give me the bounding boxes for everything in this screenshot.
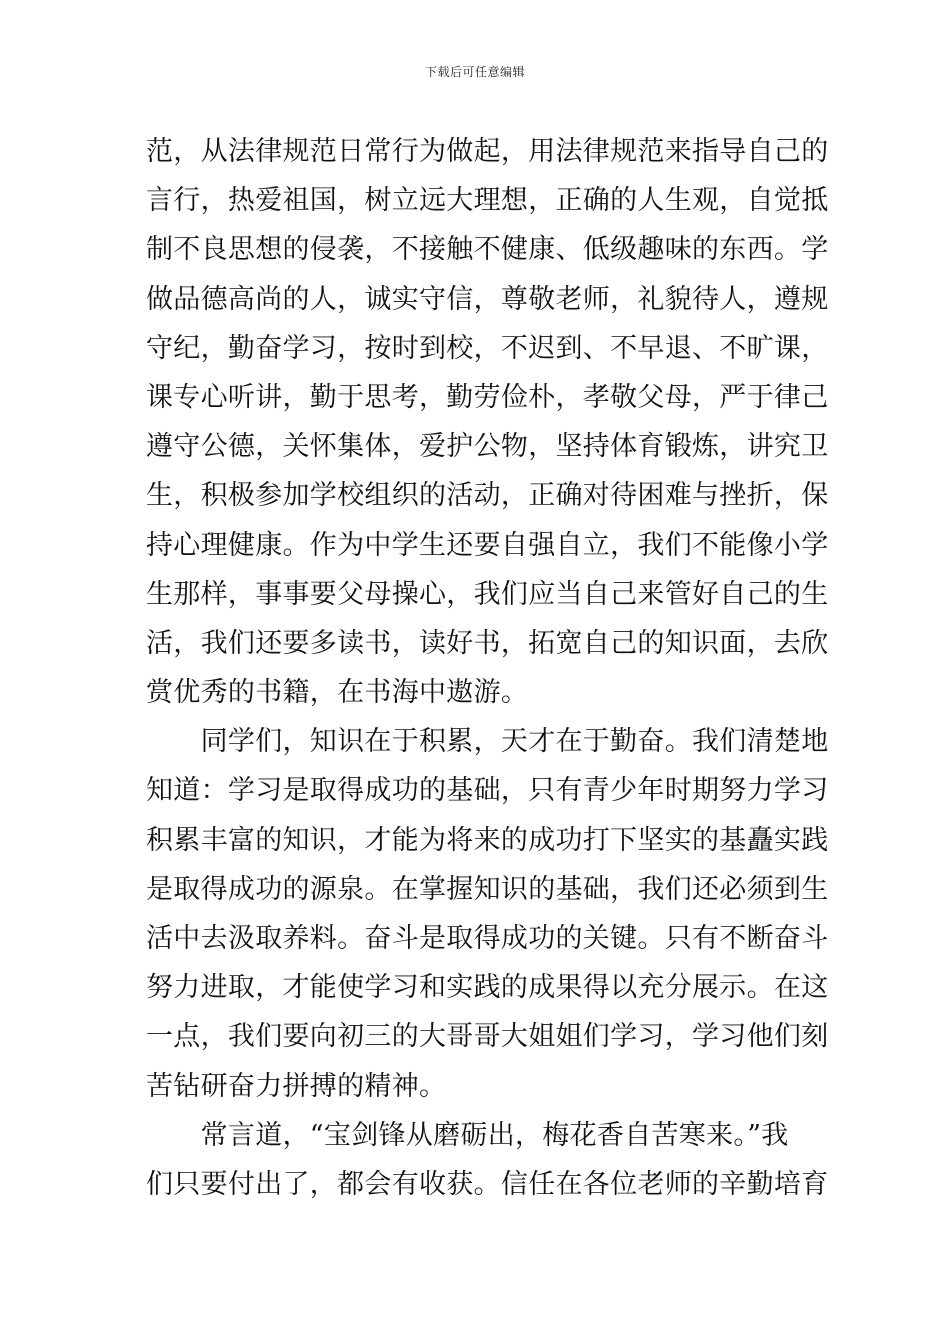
paragraph-start-line: 同学们，知识在于积累，天才在于勤奋。我们清楚地 xyxy=(146,726,829,758)
page-header: 下载后可任意编辑 xyxy=(424,65,525,79)
text-line: 积累丰富的知识，才能为将来的成功打下坚实的基矗实践 xyxy=(146,824,829,856)
text-line: 课专心听讲，勤于思考，勤劳俭朴，孝敬父母，严于律己 xyxy=(146,381,829,413)
paragraph-start-line: 常言道，“宝剑锋从磨砺出，梅花香自苦寒来。”我 xyxy=(146,1119,789,1151)
text-line: 知道：学习是取得成功的基础，只有青少年时期努力学习 xyxy=(146,775,829,807)
body-text xyxy=(146,127,829,1209)
text-line: 一点，我们要向初三的大哥哥大姐姐们学习，学习他们刻 xyxy=(146,1021,829,1053)
text-line: 苦钻研奋力拼搏的精神。 xyxy=(146,1070,447,1102)
text-line: 努力进取，才能使学习和实践的成果得以充分展示。在这 xyxy=(146,972,829,1004)
text-line: 范，从法律规范日常行为做起，用法律规范来指导自己的 xyxy=(146,136,829,167)
text-line: 言行，热爱祖国，树立远大理想，正确的人生观，自觉抵 xyxy=(146,185,829,217)
text-line: 做品德高尚的人，诚实守信，尊敬老师，礼貌待人，遵规 xyxy=(146,283,829,315)
text-line: 持心理健康。作为中学生还要自强自立，我们不能像小学 xyxy=(146,529,829,561)
text-line: 制不良思想的侵袭，不接触不健康、低级趣味的东西。学 xyxy=(146,234,829,266)
text-line: 守纪，勤奋学习，按时到校，不迟到、不早退、不旷课， xyxy=(146,332,829,364)
text-line: 活中去汲取养料。奋斗是取得成功的关键。只有不断奋斗 xyxy=(146,923,829,954)
text-line: 遵守公德，关怀集体，爱护公物，坚持体育锻炼，讲究卫 xyxy=(146,431,829,463)
text-line: 活，我们还要多读书，读好书，拓宽自己的知识面，去欣 xyxy=(146,627,829,659)
text-line: 生，积极参加学校组织的活动，正确对待困难与挫折，保 xyxy=(146,480,829,512)
text-line: 们只要付出了，都会有收获。信任在各位老师的辛勤培育 xyxy=(146,1168,829,1200)
text-line: 赏优秀的书籍，在书海中遨游。 xyxy=(146,677,529,709)
text-line: 生那样，事事要父母操心，我们应当自己来管好自己的生 xyxy=(146,578,829,610)
text-line: 是取得成功的源泉。在掌握知识的基础，我们还必须到生 xyxy=(146,873,829,905)
